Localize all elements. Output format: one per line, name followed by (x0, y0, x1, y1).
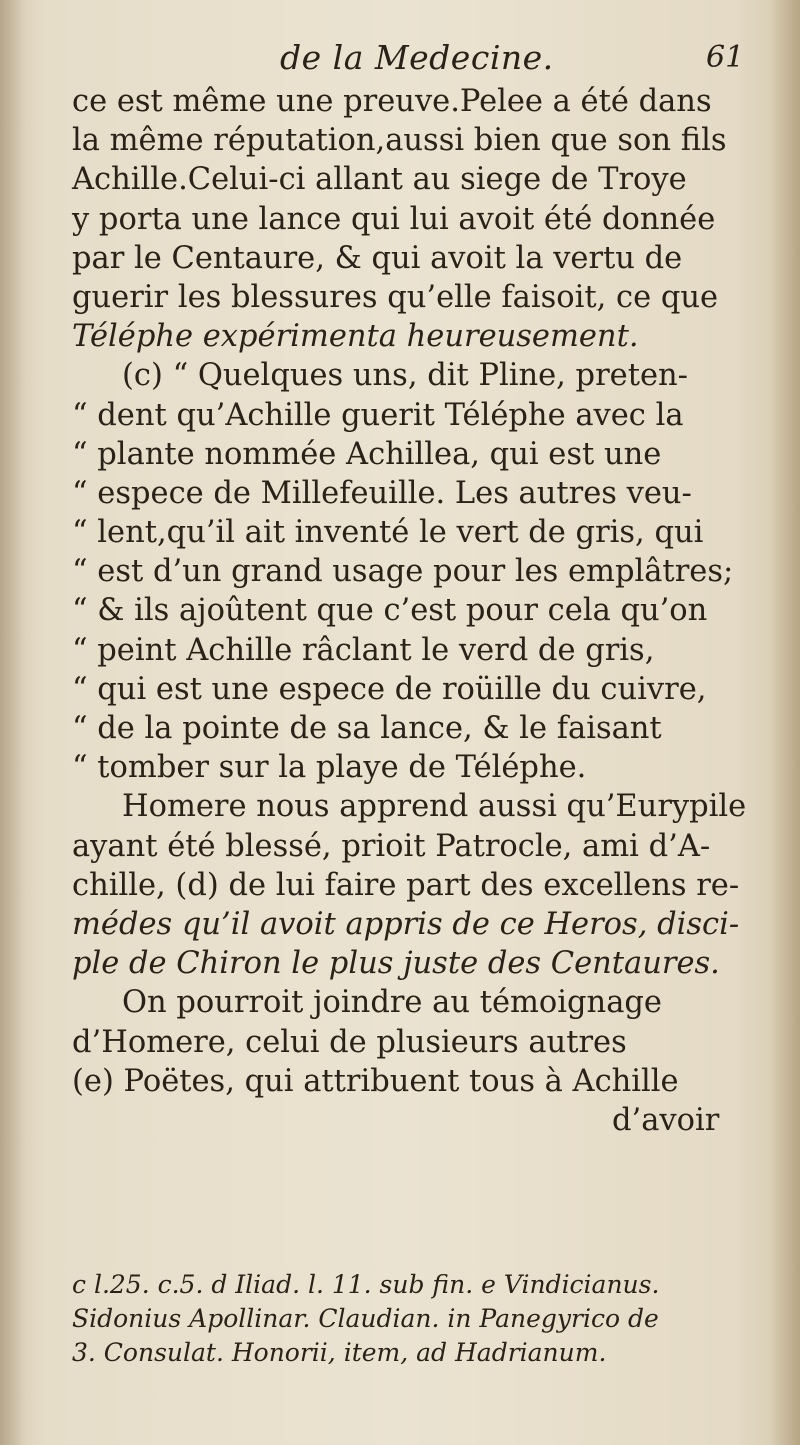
text-line: ayant été blessé, prioit Patrocle, ami d’A- (72, 828, 711, 864)
text-line: Téléphe expérimenta heureusement. (72, 319, 639, 355)
body-text (72, 82, 772, 1140)
text-line: “ peint Achille râclant le verd de gris, (72, 632, 655, 668)
text-line: (e) Poëtes, qui attribuent tous à Achille (72, 1063, 679, 1099)
text-line: ce est même une preuve.Pelee a été dans (72, 84, 712, 119)
text-line: la même réputation,aussi bien que son fils (72, 123, 727, 159)
page-edge-shadow (770, 0, 800, 1445)
page-number: 61 (706, 40, 745, 75)
catchword: d’avoir (612, 1102, 720, 1138)
text-line: Homere nous apprend aussi qu’Eurypile (122, 789, 747, 825)
text-line: “ espece de Millefeuille. Les autres veu- (72, 475, 692, 511)
footnote-line: c l.25. c.5. d Iliad. l. 11. sub fin. e Vindicianus. (72, 1270, 660, 1299)
footnotes (72, 1268, 772, 1370)
text-line: “ qui est une espece de roüille du cuivre, (72, 671, 707, 707)
text-line: On pourroit joindre au témoignage (122, 985, 662, 1021)
text-line: médes qu’il avoit appris de ce Heros, disci- (72, 906, 740, 942)
text-line: “ tomber sur la playe de Téléphe. (72, 750, 587, 786)
gutter-shadow (0, 0, 26, 1445)
text-line: “ & ils ajoûtent que c’est pour cela qu’on (72, 593, 708, 629)
text-line: chille, (d) de lui faire part des excellens re- (72, 867, 740, 903)
text-line: y porta une lance qui lui avoit été donnée (72, 201, 716, 237)
text-line: “ est d’un grand usage pour les emplâtres; (72, 554, 734, 590)
text-line: “ plante nommée Achillea, qui est une (72, 436, 662, 472)
text-line: “ lent,qu’il ait inventé le vert de gris, qui (72, 515, 704, 551)
text-line: (c) “ Quelques uns, dit Pline, preten- (122, 358, 688, 394)
text-line: Achille.Celui-ci allant au siege de Troye (72, 162, 687, 198)
text-line: ple de Chiron le plus juste des Centaures. (72, 946, 720, 982)
text-line: d’Homere, celui de plusieurs autres (72, 1024, 627, 1060)
footnote-line: Sidonius Apollinar. Claudian. in Panegyrico de (72, 1304, 659, 1333)
page-header (0, 38, 800, 78)
text-line: par le Centaure, & qui avoit la vertu de (72, 240, 683, 276)
running-title: de la Medecine. (280, 38, 554, 77)
text-line: guerir les blessures qu’elle faisoit, ce que (72, 279, 719, 315)
text-line: “ de la pointe de sa lance, & le faisant (72, 711, 662, 746)
footnote-line: 3. Consulat. Honorii, item, ad Hadrianum. (72, 1338, 607, 1367)
text-line: “ dent qu’Achille guerit Téléphe avec la (72, 397, 684, 433)
